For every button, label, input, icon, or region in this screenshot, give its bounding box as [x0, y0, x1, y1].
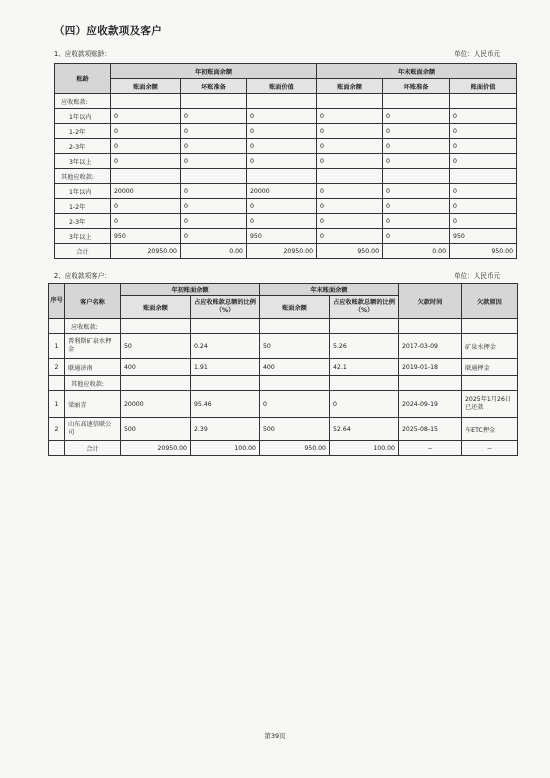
table-row [55, 199, 517, 214]
value-cell: 42.1 [330, 359, 399, 376]
value-cell: 0 [450, 214, 517, 229]
date-cell: 2019-01-18 [399, 359, 462, 376]
value-cell: 0 [111, 154, 181, 169]
reason-cell: 车ETC押金 [462, 418, 518, 441]
customer-table-unit: 单位：人民币元 [454, 272, 501, 280]
sub-header: 账面余额 [111, 79, 181, 94]
category-row [55, 169, 517, 184]
category-label: 其他应收款: [65, 376, 121, 391]
sub-header: 坏账准备 [181, 79, 247, 94]
table-row [55, 124, 517, 139]
value-cell: 400 [260, 359, 330, 376]
value-cell: 400 [121, 359, 191, 376]
value-cell: 0 [317, 214, 383, 229]
reason-cell: 矿泉水押金 [462, 334, 518, 359]
customer-name-cell: 普利斯矿泉水押金 [65, 334, 121, 359]
value-cell: 0.24 [191, 334, 260, 359]
date-cell: 2025-08-15 [399, 418, 462, 441]
aging-cell: 1-2年 [55, 124, 111, 139]
total-cell: -- [462, 441, 518, 456]
aging-header: 账龄 [55, 64, 111, 94]
value-cell: 20000 [121, 391, 191, 418]
aging-table-unit: 单位：人民币元 [454, 50, 501, 58]
customer-name-cell: 山东高速信联公司 [65, 418, 121, 441]
total-row [49, 441, 518, 456]
value-cell: 0 [317, 184, 383, 199]
value-cell: 0 [181, 199, 247, 214]
aging-cell: 3年以上 [55, 154, 111, 169]
total-label: 合计 [65, 441, 121, 456]
value-cell: 0 [383, 184, 450, 199]
value-cell: 95.46 [191, 391, 260, 418]
value-cell: 500 [121, 418, 191, 441]
total-cell: 950.00 [450, 244, 517, 259]
date-cell: 2024-09-19 [399, 391, 462, 418]
total-cell: 950.00 [317, 244, 383, 259]
value-cell: 50 [121, 334, 191, 359]
value-cell: 0 [181, 229, 247, 244]
value-cell: 0 [317, 154, 383, 169]
value-cell: 950 [111, 229, 181, 244]
category-row [55, 94, 517, 109]
value-cell: 1.91 [191, 359, 260, 376]
ratio-subheader: 占应收账款总额的比例（%） [191, 296, 260, 319]
aging-cell: 2-3年 [55, 214, 111, 229]
category-row [49, 319, 518, 334]
page-number: 第39页 [264, 732, 286, 740]
value-cell: 52.64 [330, 418, 399, 441]
value-cell: 0 [317, 199, 383, 214]
value-cell: 0 [450, 124, 517, 139]
table-row [55, 154, 517, 169]
customer-name-cell: 梁丽青 [65, 391, 121, 418]
total-cell: 100.00 [191, 441, 260, 456]
customer-name-cell: 联通济南 [65, 359, 121, 376]
value-cell: 0 [383, 139, 450, 154]
value-cell: 0 [383, 154, 450, 169]
value-cell: 0 [181, 124, 247, 139]
value-cell: 0 [383, 199, 450, 214]
table-row [49, 334, 518, 359]
value-cell: 0 [247, 124, 317, 139]
value-cell: 0 [317, 139, 383, 154]
value-cell: 950 [450, 229, 517, 244]
sub-header: 账面价值 [450, 79, 517, 94]
sub-header: 账面余额 [317, 79, 383, 94]
value-cell: 0 [450, 139, 517, 154]
total-cell: 20950.00 [111, 244, 181, 259]
customer-table [48, 283, 518, 456]
total-cell: 20950.00 [121, 441, 191, 456]
value-cell: 0 [383, 229, 450, 244]
value-cell: 0 [317, 229, 383, 244]
section-heading: （四）应收款项及客户 [54, 25, 162, 37]
aging-cell: 1年以内 [55, 184, 111, 199]
value-cell: 0 [111, 214, 181, 229]
value-cell: 0 [383, 214, 450, 229]
reason-cell: 联通押金 [462, 359, 518, 376]
aging-table-label: 1、应收款项账龄： [54, 50, 111, 58]
value-cell: 20000 [111, 184, 181, 199]
total-cell: -- [399, 441, 462, 456]
value-cell: 500 [260, 418, 330, 441]
end-balance-header: 年末账面余额 [260, 284, 399, 296]
table-row [49, 418, 518, 441]
value-cell: 5.26 [330, 334, 399, 359]
debt-time-header: 欠款时间 [399, 284, 462, 319]
value-cell: 0 [450, 184, 517, 199]
debt-reason-header: 欠款原因 [462, 284, 518, 319]
value-cell: 0 [383, 109, 450, 124]
value-cell: 0 [111, 139, 181, 154]
value-cell: 0 [260, 391, 330, 418]
value-cell: 0 [111, 109, 181, 124]
value-cell: 0 [181, 214, 247, 229]
value-cell: 0 [247, 109, 317, 124]
balance-subheader: 账面余额 [260, 296, 330, 319]
value-cell: 0 [450, 154, 517, 169]
seq-header: 序号 [49, 284, 65, 319]
begin-balance-header: 年初账面余额 [111, 64, 317, 79]
total-cell: 20950.00 [247, 244, 317, 259]
category-label: 其他应收款: [55, 169, 111, 184]
value-cell: 0 [450, 109, 517, 124]
table-row [55, 214, 517, 229]
table-row [55, 184, 517, 199]
category-label: 应收账款: [65, 319, 121, 334]
category-row [49, 376, 518, 391]
reason-cell: 2025年1月26日已还款 [462, 391, 518, 418]
balance-subheader: 账面余额 [121, 296, 191, 319]
seq-cell: 1 [49, 334, 65, 359]
value-cell: 0 [181, 154, 247, 169]
value-cell: 0 [247, 199, 317, 214]
aging-table [54, 63, 517, 259]
customer-table-label: 2、应收款项客户： [54, 272, 111, 280]
value-cell: 20000 [247, 184, 317, 199]
value-cell: 0 [330, 391, 399, 418]
value-cell: 0 [247, 139, 317, 154]
value-cell: 0 [317, 109, 383, 124]
value-cell: 0 [450, 199, 517, 214]
seq-cell: 1 [49, 391, 65, 418]
seq-cell: 2 [49, 359, 65, 376]
value-cell: 50 [260, 334, 330, 359]
value-cell: 0 [181, 139, 247, 154]
value-cell: 0 [247, 154, 317, 169]
total-cell: 100.00 [330, 441, 399, 456]
value-cell: 0 [111, 199, 181, 214]
total-cell: 0.00 [181, 244, 247, 259]
end-balance-header: 年末账面余额 [317, 64, 517, 79]
table-row [55, 109, 517, 124]
date-cell: 2017-03-09 [399, 334, 462, 359]
customer-name-header: 客户名称 [65, 284, 121, 319]
aging-cell: 1-2年 [55, 199, 111, 214]
value-cell: 0 [111, 124, 181, 139]
ratio-subheader: 占应收账款总额的比例（%） [330, 296, 399, 319]
begin-balance-header: 年初账面余额 [121, 284, 260, 296]
aging-cell: 1年以内 [55, 109, 111, 124]
category-label: 应收账款: [55, 94, 111, 109]
value-cell: 0 [181, 109, 247, 124]
seq-cell: 2 [49, 418, 65, 441]
aging-cell: 2-3年 [55, 139, 111, 154]
value-cell: 2.39 [191, 418, 260, 441]
table-row [55, 139, 517, 154]
sub-header: 坏账准备 [383, 79, 450, 94]
value-cell: 0 [317, 124, 383, 139]
table-row [55, 229, 517, 244]
sub-header: 账面价值 [247, 79, 317, 94]
value-cell: 0 [247, 214, 317, 229]
aging-cell: 3年以上 [55, 229, 111, 244]
table-row [49, 359, 518, 376]
value-cell: 0 [383, 124, 450, 139]
total-cell: 950.00 [260, 441, 330, 456]
table-row [49, 391, 518, 418]
value-cell: 0 [181, 184, 247, 199]
total-row [55, 244, 517, 259]
value-cell: 950 [247, 229, 317, 244]
total-cell: 0.00 [383, 244, 450, 259]
total-label: 合计 [55, 244, 111, 259]
